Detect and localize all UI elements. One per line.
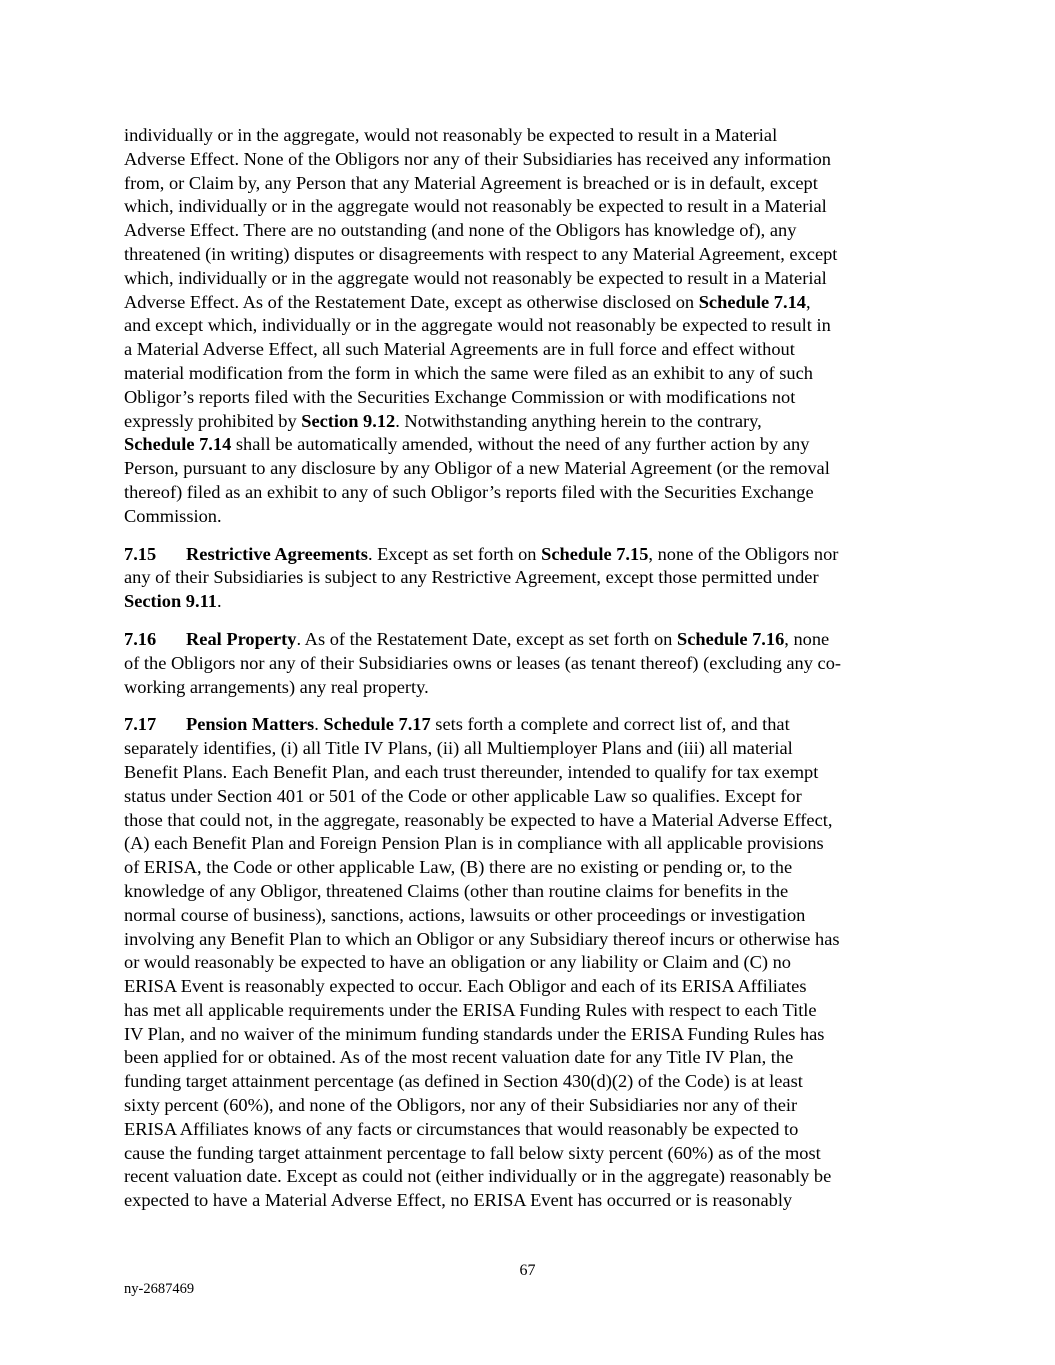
text-run: or would reasonably be expected to have an obligation or any liability or Claim and (C) no — [124, 952, 791, 973]
text-line — [124, 1094, 934, 1118]
section-heading: Restrictive Agreements — [186, 543, 368, 564]
text-line — [124, 951, 934, 975]
cross-reference: Section 9.11 — [124, 591, 217, 612]
text-run: thereof) filed as an exhibit to any of such Obligor’s reports filed with the Securities Exchange — [124, 481, 814, 502]
text-line — [124, 1165, 934, 1189]
text-run: . Notwithstanding anything herein to the contrary, — [395, 410, 762, 431]
section-number: 7.16 — [124, 628, 157, 649]
text-run: , none of the Obligors nor — [648, 543, 839, 564]
text-run: Person, pursuant to any disclosure by any Obligor of a new Material Agreement (or the removal — [124, 458, 830, 479]
text-run: Adverse Effect. There are no outstanding (and none of the Obligors has knowledge of), any — [124, 220, 797, 241]
text-run: . As of the Restatement Date, except as set forth on — [296, 628, 677, 649]
text-run: (A) each Benefit Plan and Foreign Pension Plan is in compliance with all applicable provisions — [124, 833, 824, 854]
text-run: , — [806, 291, 811, 312]
text-run: shall be automatically amended, without the need of any further action by any — [231, 434, 810, 455]
text-line — [124, 1070, 934, 1094]
text-run: status under Section 401 or 501 of the Code or other applicable Law so qualifies. Except for — [124, 785, 802, 806]
text-run: a Material Adverse Effect, all such Material Agreements are in full force and effect without — [124, 339, 795, 360]
text-line — [124, 999, 934, 1023]
text-run: material modification from the form in which the same were filed as an exhibit to any of such — [124, 362, 813, 383]
text-line — [124, 566, 934, 590]
cross-reference: Schedule 7.14 — [124, 434, 232, 455]
text-line — [124, 713, 934, 737]
document-id: ny-2687469 — [124, 1281, 195, 1297]
section-7-15 — [124, 543, 934, 614]
text-run: has met all applicable requirements under the ERISA Funding Rules with respect to each Title — [124, 999, 817, 1020]
text-line — [124, 652, 934, 676]
text-run: . — [314, 714, 324, 735]
text-run: Adverse Effect. As of the Restatement Date, except as otherwise disclosed on — [124, 291, 699, 312]
section-number: 7.15 — [124, 543, 157, 564]
text-run: ERISA Affiliates knows of any facts or circumstances that would reasonably be expected to — [124, 1118, 799, 1139]
text-line — [124, 590, 934, 614]
text-line — [124, 124, 934, 148]
document-page — [124, 124, 934, 1227]
text-line — [124, 880, 934, 904]
text-run: funding target attainment percentage (as defined in Section 430(d)(2) of the Code) is at least — [124, 1071, 803, 1092]
text-line — [124, 219, 934, 243]
text-run: expected to have a Material Adverse Effect, no ERISA Event has occurred or is reasonably — [124, 1190, 793, 1211]
text-run: from, or Claim by, any Person that any Material Agreement is breached or is in default, except — [124, 172, 818, 193]
text-run: separately identifies, (i) all Title IV Plans, (ii) all Multiemployer Plans and (iii) all material — [124, 738, 793, 759]
text-run: sets forth a complete and correct list of, and that — [430, 714, 790, 735]
text-run: which, individually or in the aggregate would not reasonably be expected to result in a Material — [124, 196, 827, 217]
text-run: of ERISA, the Code or other applicable Law, (B) there are no existing or pending or, to the — [124, 857, 793, 878]
text-run: been applied for or obtained. As of the most recent valuation date for any Title IV Plan, the — [124, 1047, 794, 1068]
text-line — [124, 410, 934, 434]
text-run: . Except as set forth on — [367, 543, 542, 564]
text-line — [124, 148, 934, 172]
text-line — [124, 195, 934, 219]
text-run: ERISA Event is reasonably expected to occur. Each Obligor and each of its ERISA Affiliates — [124, 976, 807, 997]
paragraph-continuation — [124, 124, 934, 529]
text-run: sixty percent (60%), and none of the Obligors, nor any of their Subsidiaries nor any of their — [124, 1095, 798, 1116]
text-line — [124, 433, 934, 457]
text-line — [124, 543, 934, 567]
text-run: individually or in the aggregate, would not reasonably be expected to result in a Material — [124, 125, 778, 145]
text-line — [124, 809, 934, 833]
text-run: threatened (in writing) disputes or disagreements with respect to any Material Agreement, except — [124, 243, 838, 264]
cross-reference: Schedule 7.14 — [698, 291, 806, 312]
text-line — [124, 1023, 934, 1047]
text-line — [124, 737, 934, 761]
text-run: Commission. — [124, 505, 222, 526]
cross-reference: Schedule 7.15 — [541, 543, 649, 564]
text-run: any of their Subsidiaries is subject to any Restrictive Agreement, except those permitted under — [124, 567, 819, 588]
text-line — [124, 338, 934, 362]
cross-reference: Section 9.12 — [301, 410, 396, 431]
section-heading: Real Property — [186, 628, 297, 649]
text-line — [124, 1189, 934, 1213]
text-run: IV Plan, and no waiver of the minimum funding standards under the ERISA Funding Rules has — [124, 1023, 825, 1044]
text-line — [124, 362, 934, 386]
text-line — [124, 386, 934, 410]
text-run: of the Obligors nor any of their Subsidiaries owns or leases (as tenant thereof) (excluding any co- — [124, 652, 842, 673]
text-run: those that could not, in the aggregate, reasonably be expected to have a Material Adverse Effect, — [124, 809, 833, 830]
text-line — [124, 291, 934, 315]
text-run: and except which, individually or in the aggregate would not reasonably be expected to result in — [124, 315, 831, 336]
text-run: , none — [784, 628, 830, 649]
text-run: recent valuation date. Except as could not (either individually or in the aggregate) reasonably be — [124, 1166, 832, 1187]
text-line — [124, 243, 934, 267]
text-line — [124, 628, 934, 652]
text-line — [124, 975, 934, 999]
text-line — [124, 904, 934, 928]
text-line — [124, 928, 934, 952]
text-line — [124, 856, 934, 880]
text-run: expressly prohibited by — [124, 410, 302, 431]
text-line — [124, 676, 934, 700]
text-run: involving any Benefit Plan to which an Obligor or any Subsidiary thereof incurs or otherwise has — [124, 928, 840, 949]
page-number: 67 — [519, 1262, 536, 1279]
text-run: Adverse Effect. None of the Obligors nor any of their Subsidiaries has received any information — [124, 148, 831, 169]
text-run: Obligor’s reports filed with the Securities Exchange Commission or with modifications not — [124, 386, 796, 407]
section-7-16 — [124, 628, 934, 699]
text-run: Benefit Plans. Each Benefit Plan, and each trust thereunder, intended to qualify for tax exempt — [124, 761, 819, 782]
text-run: cause the funding target attainment percentage to fall below sixty percent (60%) as of the most — [124, 1142, 821, 1163]
text-line — [124, 481, 934, 505]
text-line — [124, 785, 934, 809]
cross-reference: Schedule 7.16 — [676, 628, 785, 649]
text-line — [124, 832, 934, 856]
text-line — [124, 457, 934, 481]
text-run: working arrangements) any real property. — [124, 676, 429, 697]
text-line — [124, 505, 934, 529]
cross-reference: Schedule 7.17 — [323, 714, 431, 735]
text-run: . — [216, 591, 222, 612]
text-line — [124, 1142, 934, 1166]
text-line — [124, 314, 934, 338]
text-line — [124, 1118, 934, 1142]
text-line — [124, 267, 934, 291]
text-run: knowledge of any Obligor, threatened Claims (other than routine claims for benefits in the — [124, 880, 789, 901]
text-run: normal course of business), sanctions, actions, lawsuits or other proceedings or investigation — [124, 904, 806, 925]
text-line — [124, 761, 934, 785]
section-7-17 — [124, 713, 934, 1213]
text-line — [124, 1046, 934, 1070]
text-line — [124, 172, 934, 196]
text-run: which, individually or in the aggregate would not reasonably be expected to result in a Material — [124, 267, 827, 288]
section-number: 7.17 — [124, 714, 157, 735]
section-heading: Pension Matters — [186, 714, 315, 735]
